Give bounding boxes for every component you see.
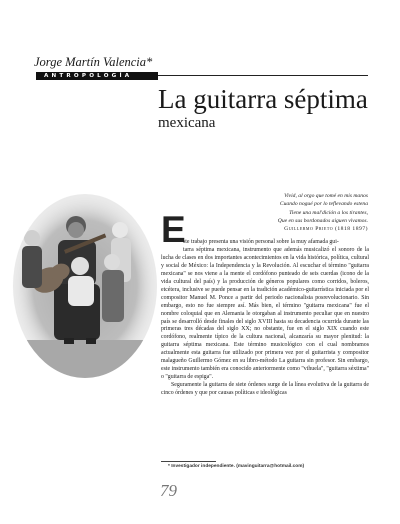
section-label: ANTROPOLOGÍA <box>36 72 158 80</box>
footnote-rule <box>161 461 216 462</box>
footnote: * Investigador independiente. (mavinguitarra@hotmail.com) <box>168 464 305 469</box>
body-lead-rest: tarra séptima mexicana, instrumento que además musicalizó el sonoro de la lucha de clases en dos importantes acontecimientos en la vida histórica, política, cultural y social de México: la Independencia y la Revolución. Al escuchar el término "guitarra mexicana" se nos viene a la mente el cordófono punteado de seis cuerdas (icono de la vida cultural del país) y la producción de géneros populares como corridos, boleros, etcétera, inclusive se puede pensar en la tradición académico-guitarrística iniciada por el compositor Manuel M. Ponce a partir del periodo nacionalista posrevolucionario. Sin embargo, esto no fue siempre así. Más bien, el término "guitarra mexicana" fue el nombre coloquial que en Alemania le otorgaban al instrumento peculiar que en nuestro país se desarrolló desde finales del siglo XVIII hasta su decadencia ocurrida durante las primeras tres décadas del siglo XX; no obstante, fue en el siglo XIX cuando este cordófono, realmente típico de la cultura nacional, alcanzaría su mayor plenitud: la guitarra séptima mexicana. Este término musicológico con el cual nombramos actualmente esta guitarra fue utilizado por primera vez por el guitarrista y compositor malagueño Guillermo Gómez en su libro-método La guitarra sin profesor. Sin embargo, este instrumento también era conocido anteriormente como "vihuela", "guitarra séxtima" o "guitarra de espiga". <box>161 246 369 381</box>
article-body <box>161 239 369 398</box>
drop-cap: E <box>161 209 186 250</box>
body-paragraph <box>161 239 369 382</box>
epigraph-line: Vivid, al orgo que tomé en mis manos <box>284 193 368 199</box>
epigraph-line: Que en sus bordonados aiguen vivamos. <box>277 217 368 224</box>
body-lead-first-line: ste trabajo presenta una visión personal sobre la muy afamada gui- <box>183 239 339 245</box>
author-name: Jorge Martín Valencia* <box>34 55 153 69</box>
page-number: 79 <box>160 481 177 500</box>
epigraph-source: Guillermo Prieto (1818 1897) <box>284 226 368 233</box>
body-paragraph: Seguramente la guitarra de siete órdenes surge de la línea evolutiva de la guitarra de cinco órdenes y que por causas políticas e ideológicas <box>161 382 369 397</box>
epigraph-line: Tiene una mal'dición a los tirantes, <box>289 209 368 216</box>
epigraph <box>208 192 368 233</box>
historical-photograph <box>10 192 160 380</box>
article-title: La guitarra séptima <box>158 84 368 114</box>
epigraph-line: Cuando nogué por lo teflevando estena <box>279 201 368 208</box>
section-rule <box>158 75 368 76</box>
article-subtitle: mexicana <box>158 115 216 131</box>
